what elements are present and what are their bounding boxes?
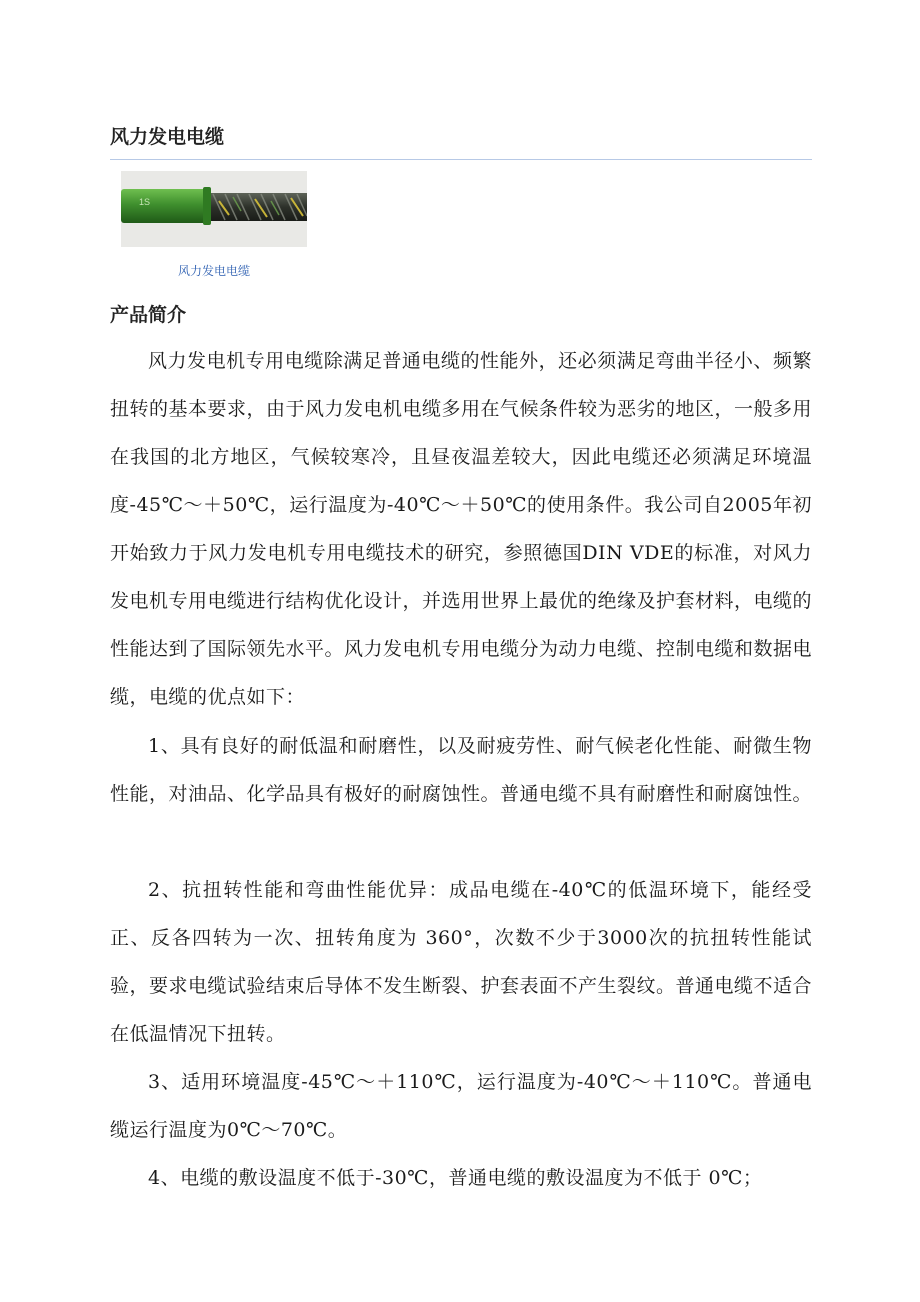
page-title: 风力发电电缆 (110, 126, 225, 148)
intro-paragraph: 风力发电机专用电缆除满足普通电缆的性能外，还必须满足弯曲半径小、频繁扭转的基本要求，由于风力发电机电缆多用在气候条件较为恶劣的地区，一般多用在我国的北方地区，气候较寒冷，且昼夜温差较大，因此电缆还必须满足环境温度-45℃～＋50℃，运行温度为-40℃～＋50℃的使用条件。我公司自2005年初开始致力于风力发电机专用电缆技术的研究，参照德国DIN VDE的标准，对风力发电机专用电缆进行结构优化设计，并选用世界上最优的绝缘及护套材料，电缆的性能达到了国际领先水平。风力发电机专用电缆分为动力电缆、控制电缆和数据电缆，电缆的优点如下： (110, 350, 813, 708)
advantage-item-1: 1、具有良好的耐低温和耐磨性，以及耐疲劳性、耐气候老化性能、耐微生物性能，对油品、化学品具有极好的耐腐蚀性。普通电缆不具有耐磨性和耐腐蚀性。 (110, 735, 813, 805)
advantage-item-4: 4、电缆的敷设温度不低于-30℃，普通电缆的敷设温度为不低于 0℃； (148, 1167, 763, 1189)
title-divider (110, 159, 812, 160)
cable-marking-text: 1S (139, 197, 151, 207)
advantage-item-2: 2、抗扭转性能和弯曲性能优异：成品电缆在-40℃的低温环境下，能经受正、反各四转为一次、扭转角度为 360°，次数不少于3000次的抗扭转性能试验，要求电缆试验结束后导体不发生断裂、护套表面不产生裂纹。普通电缆不适合在低温情况下扭转。 (110, 879, 813, 1045)
section-heading: 产品简介 (110, 304, 187, 326)
figure-caption: 风力发电电缆 (177, 264, 250, 278)
advantage-item-3: 3、适用环境温度-45℃～＋110℃，运行温度为-40℃～＋110℃。普通电缆运行温度为0℃～70℃。 (110, 1071, 812, 1141)
cable-image (121, 171, 307, 247)
